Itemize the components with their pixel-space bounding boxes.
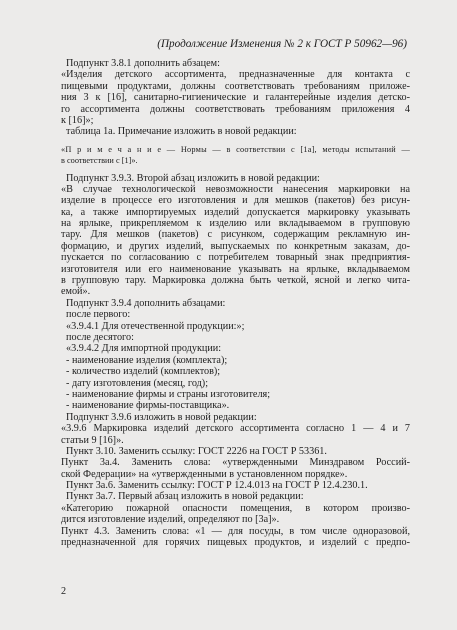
note-line: «П р и м е ч а н и е — Нормы — в соответствии с [1а], методы испытаний — bbox=[61, 144, 410, 154]
text-line: на ярлыке, прикрепляемом к изделию или вкладываемом в групповую bbox=[61, 218, 410, 230]
text-line: Подпункт 3.9.3. Второй абзац изложить в новой редакции: bbox=[66, 172, 320, 184]
text-line: «В случае технологической невозможности нанесения маркировки на bbox=[61, 183, 410, 195]
list-item: - наименование фирмы и страны изготовителя; bbox=[66, 388, 271, 400]
text-line: емой». bbox=[61, 286, 91, 298]
text-line: Подпункт 3.8.1 дополнить абзацем: bbox=[66, 58, 220, 69]
text-line: предназначенной для горячих пищевых продуктов, и изделий с предпо- bbox=[61, 537, 410, 549]
text-line: «3.9.4.2 Для импортной продукции: bbox=[66, 343, 222, 355]
text-line: таблица 1а. Примечание изложить в новой редакции: bbox=[66, 126, 297, 138]
text-line: пищевыми продуктами, должны соответствовать требованиям приложе- bbox=[61, 80, 410, 92]
page-number: 2 bbox=[61, 586, 67, 597]
text-line: дится изготовление изделий, определяют по [3а]». bbox=[61, 514, 280, 526]
text-line: го ассортимента должны соответствовать требованиям приложения 4 bbox=[61, 103, 410, 115]
page-header: (Продолжение Изменения № 2 к ГОСТ Р 50962—96) bbox=[157, 38, 407, 50]
list-item: - наименование фирмы-поставщика». bbox=[66, 400, 230, 412]
text-line: «3.9.6 Маркировка изделий детского ассортимента согласно 1 — 4 и 7 bbox=[61, 423, 410, 435]
note-line: в соответствии с [1]». bbox=[61, 156, 138, 166]
text-line: ния 3 к [16], санитарно-гигиенические и галантерейные изделия детско- bbox=[61, 92, 410, 104]
text-line: ка, а также импортируемых изделий допускается маркировку указывать bbox=[61, 206, 410, 218]
text-line: Пункт 3а.7. Первый абзац изложить в новой редакции: bbox=[66, 491, 304, 503]
list-item: - дату изготовления (месяц, год); bbox=[66, 377, 209, 389]
text-line: изготовителя или его наименование указывать на ярлыке, вкладываемом bbox=[61, 263, 410, 275]
text-line: Подпункт 3.9.6 изложить в новой редакции: bbox=[66, 411, 257, 423]
text-line: формацию, и других изделий, выпускаемых по конкретным заказам, до- bbox=[61, 240, 410, 252]
document-body bbox=[61, 58, 410, 548]
list-item: - количество изделий (комплектов); bbox=[66, 366, 221, 378]
text-line: Пункт 3.10. Заменить ссылку: ГОСТ 2226 на ГОСТ Р 53361. bbox=[66, 445, 327, 457]
text-line: к [16]»; bbox=[61, 114, 94, 126]
list-item: - наименование изделия (комплекта); bbox=[66, 354, 228, 366]
text-line: Пункт 3а.6. Заменить ссылку: ГОСТ Р 12.4.013 на ГОСТ Р 12.4.230.1. bbox=[66, 480, 368, 492]
text-line: «Категорию пожарной опасности помещения, в котором произво- bbox=[61, 502, 410, 514]
text-line: пускается по согласованию с потребителем товарный знак предприятия- bbox=[61, 252, 410, 264]
text-line: Пункт 4.3. Заменить слова: «1 — для посуды, в том числе одноразовой, bbox=[61, 525, 410, 537]
text-line: Пункт 3а.4. Заменить слова: «утвержденными Минздравом Россий- bbox=[61, 457, 410, 469]
text-line: тару. Для мешков (пакетов) с рисунком, содержащим рекламную ин- bbox=[61, 229, 410, 241]
text-line: ской Федерации» на «утвержденными в установленном порядке». bbox=[61, 468, 348, 480]
text-line: в групповую тару. Маркировка должна быть четкой, ясной и легко чита- bbox=[61, 275, 410, 287]
text-line: статьи 9 [16]». bbox=[61, 434, 124, 446]
text-line: после первого: bbox=[66, 309, 131, 321]
text-line: изделие в процессе его изготовления и для мешков (пакетов) без рисун- bbox=[61, 195, 410, 207]
text-line: «Изделия детского ассортимента, предназначенные для контакта с bbox=[61, 69, 410, 81]
text-line: после десятого: bbox=[66, 331, 134, 343]
text-line: «3.9.4.1 Для отечественной продукции:»; bbox=[66, 320, 245, 332]
text-line: Подпункт 3.9.4 дополнить абзацами: bbox=[66, 297, 226, 309]
